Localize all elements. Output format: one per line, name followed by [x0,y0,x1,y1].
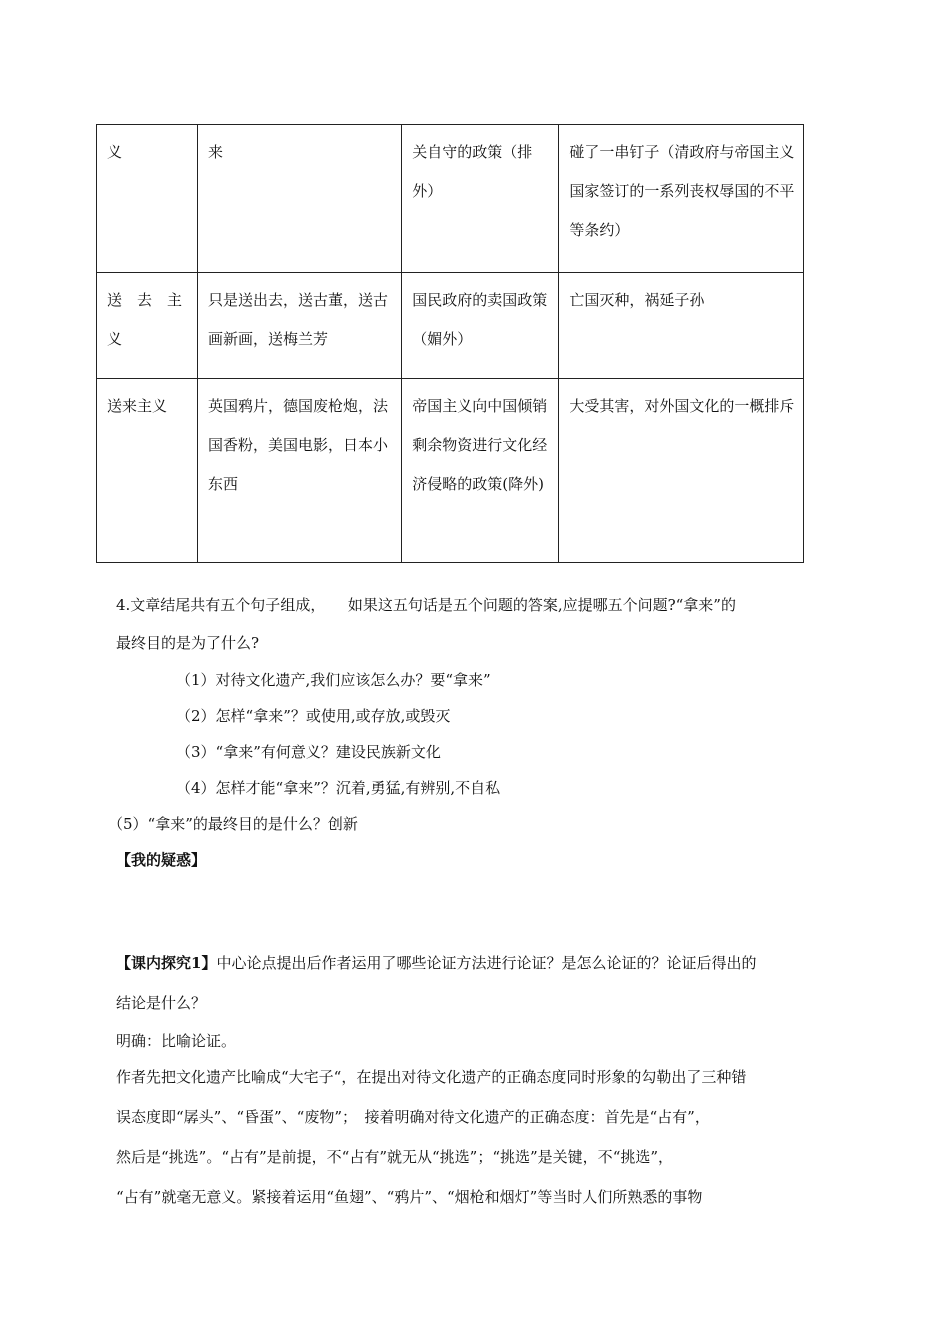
answer-2: （2）怎样“拿来”？或使用,或存放,或毁灭 [176,707,451,725]
inquiry-answer-label: 明确：比喻论证。 [116,1032,237,1050]
comparison-table [96,124,804,563]
table-row [97,379,804,563]
table-cell: 亡国灭种，祸延子孙 [559,273,804,379]
table-cell: 关自守的政策（排外） [402,125,559,273]
answer-4: （4）怎样才能“拿来”？沉着,勇猛,有辨别,不自私 [176,779,501,797]
inquiry-body-line: 然后是“挑选”。“占有”是前提，不“占有”就无从“挑选”；“挑选”是关键，不“挑选”， [116,1148,674,1166]
answer-3: （3）“拿来”有何意义？建设民族新文化 [176,743,441,761]
question-4-line2: 最终目的是为了什么? [116,634,260,652]
table-cell: 碰了一串钉子（清政府与帝国主义国家签订的一系列丧权辱国的不平等条约） [559,125,804,273]
table-row [97,273,804,379]
table-cell: 只是送出去，送古董，送古画新画，送梅兰芳 [198,273,402,379]
table-cell: 国民政府的卖国政策（媚外） [402,273,559,379]
inquiry-body-line: 作者先把文化遗产比喻成“大宅子“，在提出对待文化遗产的正确态度同时形象的勾勒出了三种错 [116,1068,747,1086]
table-cell: 义 [97,125,198,273]
inquiry-question-text: 中心论点提出后作者运用了哪些论证方法进行论证？是怎么论证的？论证后得出的 [216,954,757,972]
inquiry-question-line1 [116,952,756,973]
answer-5: （5）“拿来”的最终目的是什么？创新 [108,815,358,833]
inquiry-body-line: 误态度即“孱头”、“昏蛋”、“废物”； 接着明确对待文化遗产的正确态度：首先是“占有”， [116,1108,710,1126]
doubts-heading: 【我的疑惑】 [116,851,207,869]
table-cell: 英国鸦片，德国废枪炮，法国香粉，美国电影，日本小东西 [198,379,402,563]
table-cell: 送来主义 [97,379,198,563]
inquiry-question-line2: 结论是什么？ [116,994,207,1012]
inquiry-body-line: “占有”就毫无意义。紧接着运用“鱼翅”、“鸦片”、“烟枪和烟灯”等当时人们所熟悉的事物 [116,1188,703,1206]
table-cell: 大受其害，对外国文化的一概排斥 [559,379,804,563]
table-row [97,125,804,273]
table-cell: 送 去 主义 [97,273,198,379]
question-4-line1: 4.文章结尾共有五个句子组成， 如果这五句话是五个问题的答案,应提哪五个问题?“拿来”的 [116,596,736,614]
table-cell: 来 [198,125,402,273]
inquiry-title: 【课内探究1】 [116,954,217,972]
table-cell: 帝国主义向中国倾销剩余物资进行文化经济侵略的政策(降外) [402,379,559,563]
answer-1: （1）对待文化遗产,我们应该怎么办？要“拿来” [176,671,491,689]
